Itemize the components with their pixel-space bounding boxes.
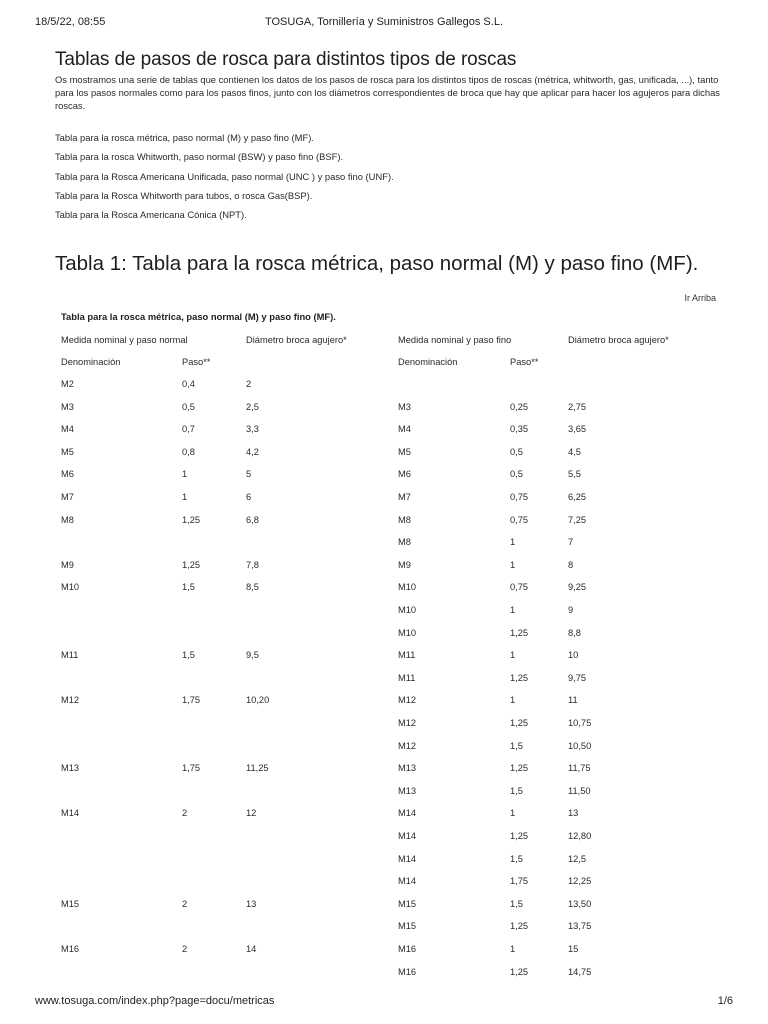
denominacion-fine-cell: M6	[398, 469, 411, 480]
paso-normal-cell: 1,25	[182, 559, 201, 570]
paso-normal-cell: 0,8	[182, 446, 195, 457]
paso-normal-cell: 1	[182, 469, 188, 480]
denominacion-normal-cell: M13	[61, 763, 80, 774]
denominacion-normal-cell: M4	[61, 424, 74, 435]
paso-fine-cell: 1,75	[510, 876, 529, 887]
broca-fine-cell: 10,50	[568, 740, 592, 751]
broca-fine-cell: 11,50	[568, 785, 591, 796]
broca-normal-cell: 7,8	[246, 559, 259, 570]
broca-normal-cell: 5	[246, 469, 252, 480]
broca-fine-cell: 2,75	[568, 401, 587, 412]
denominacion-fine-cell: M11	[398, 672, 416, 683]
denominacion-fine-cell: M14	[398, 808, 417, 819]
paso-fine-cell: 1,25	[510, 763, 529, 774]
paso-normal-cell: 0,5	[182, 401, 195, 412]
sub-header-paso-normal: Paso**	[182, 357, 211, 367]
broca-fine-cell: 13	[568, 808, 579, 819]
denominacion-normal-cell: M14	[61, 808, 80, 819]
sub-header-denominacion-fine: Denominación	[398, 357, 458, 367]
paso-fine-cell: 0,35	[510, 424, 529, 435]
section-title: Tabla 1: Tabla para la rosca métrica, paso normal (M) y paso fino (MF).	[55, 252, 699, 275]
denominacion-fine-cell: M14	[398, 876, 417, 887]
paso-fine-cell: 0,5	[510, 446, 523, 457]
denominacion-fine-cell: M4	[398, 424, 411, 435]
broca-fine-cell: 11	[568, 695, 578, 706]
broca-fine-cell: 10	[568, 650, 579, 661]
denominacion-normal-cell: M7	[61, 492, 74, 502]
broca-fine-cell: 12,80	[568, 831, 592, 841]
print-header-title: TOSUGA, Tornillería y Suministros Gallegos S.L.	[264, 16, 503, 28]
link-npt-table[interactable]: Tabla para la Rosca Americana Cónica (NPT).	[55, 209, 247, 221]
broca-normal-cell: 11,25	[246, 763, 269, 774]
broca-normal-cell: 10,20	[246, 695, 270, 706]
link-metric-table[interactable]: Tabla para la rosca métrica, paso normal (M) y paso fino (MF).	[55, 132, 314, 143]
paso-fine-cell: 1	[510, 559, 516, 570]
paso-normal-cell: 1,5	[182, 582, 195, 593]
denominacion-normal-cell: M16	[61, 944, 80, 954]
paso-fine-cell: 1,25	[510, 831, 529, 841]
paso-normal-cell: 1,25	[182, 514, 201, 525]
link-gas-table[interactable]: Tabla para la Rosca Whitworth para tubos, o rosca Gas(BSP).	[55, 189, 313, 201]
intro-paragraph: Os mostramos una serie de tablas que contienen los datos de los pasos de rosca para los distintos tipos de roscas (métrica, whitworth, gas, unificada, ...), tanto para los pasos normales como para los pasos finos, junto con los diámetros correspondientes de broca que hay que aplicar para hacer los agujeros para dichas roscas.	[55, 74, 720, 111]
broca-normal-cell: 2,5	[246, 401, 259, 412]
broca-normal-cell: 4,2	[246, 446, 259, 457]
denominacion-normal-cell: M3	[61, 401, 74, 412]
broca-normal-cell: 8,5	[246, 582, 259, 593]
table-links-list	[55, 131, 394, 227]
print-header-datetime: 18/5/22, 08:55	[35, 16, 106, 28]
broca-normal-cell: 14	[246, 944, 257, 954]
paso-normal-cell: 2	[182, 898, 188, 909]
denominacion-normal-cell: M11	[61, 650, 79, 661]
denominacion-normal-cell: M8	[61, 514, 74, 525]
page-title: Tablas de pasos de rosca para distintos tipos de roscas	[55, 49, 517, 70]
ir-arriba-link[interactable]: Ir Arriba	[684, 293, 716, 303]
broca-fine-cell: 6,25	[568, 492, 587, 502]
paso-normal-cell: 0,4	[182, 379, 195, 389]
denominacion-fine-cell: M7	[398, 492, 411, 502]
denominacion-normal-cell: M15	[61, 898, 80, 909]
denominacion-normal-cell: M9	[61, 559, 74, 570]
broca-normal-cell: 13	[246, 898, 257, 909]
paso-fine-cell: 1,25	[510, 718, 529, 728]
paso-fine-cell: 0,75	[510, 582, 529, 593]
paso-fine-cell: 1,25	[510, 966, 529, 977]
paso-fine-cell: 1,25	[510, 627, 529, 638]
broca-normal-cell: 9,5	[246, 650, 259, 661]
denominacion-normal-cell: M6	[61, 469, 74, 480]
link-whitworth-table[interactable]: Tabla para la rosca Whitworth, paso normal (BSW) y paso fino (BSF).	[55, 151, 344, 163]
paso-fine-cell: 1	[510, 808, 516, 819]
denominacion-fine-cell: M12	[398, 740, 417, 751]
paso-fine-cell: 1	[510, 944, 516, 954]
denominacion-normal-cell: M5	[61, 446, 74, 457]
paso-fine-cell: 1,5	[510, 853, 523, 864]
denominacion-fine-cell: M13	[398, 763, 417, 774]
paso-fine-cell: 0,75	[510, 514, 529, 525]
broca-fine-cell: 10,75	[568, 718, 592, 728]
paso-fine-cell: 0,5	[510, 469, 523, 480]
broca-fine-cell: 7	[568, 537, 574, 548]
broca-fine-cell: 14,75	[568, 966, 592, 977]
broca-fine-cell: 9	[568, 605, 574, 615]
denominacion-fine-cell: M12	[398, 695, 417, 706]
footer-page-number: 1/6	[717, 995, 733, 1007]
paso-normal-cell: 1	[182, 492, 188, 502]
paso-fine-cell: 1	[510, 695, 516, 706]
broca-fine-cell: 9,25	[568, 582, 587, 593]
denominacion-fine-cell: M9	[398, 559, 411, 570]
broca-normal-cell: 6	[246, 492, 252, 502]
broca-fine-cell: 9,75	[568, 672, 587, 683]
denominacion-fine-cell: M3	[398, 401, 411, 412]
denominacion-fine-cell: M8	[398, 514, 411, 525]
denominacion-normal-cell: M10	[61, 582, 80, 593]
denominacion-fine-cell: M15	[398, 898, 417, 909]
paso-fine-cell: 1,25	[510, 921, 529, 932]
broca-normal-cell: 2	[246, 379, 252, 389]
broca-fine-cell: 13,50	[568, 898, 592, 909]
sub-header-denominacion-normal: Denominación	[61, 357, 121, 367]
table-caption: Tabla para la rosca métrica, paso normal (M) y paso fino (MF).	[61, 311, 336, 322]
denominacion-fine-cell: M14	[398, 831, 417, 841]
denominacion-normal-cell: M2	[61, 379, 74, 389]
paso-fine-cell: 1,5	[510, 785, 523, 796]
denominacion-fine-cell: M11	[398, 650, 416, 661]
paso-normal-cell: 1,5	[182, 650, 195, 661]
broca-fine-cell: 5,5	[568, 469, 581, 480]
broca-fine-cell: 3,65	[568, 424, 587, 435]
link-unified-table[interactable]: Tabla para la Rosca Americana Unificada, paso normal (UNC ) y paso fino (UNF).	[55, 170, 394, 182]
paso-fine-cell: 0,75	[510, 492, 529, 502]
denominacion-fine-cell: M8	[398, 537, 411, 548]
broca-normal-cell: 6,8	[246, 514, 259, 525]
denominacion-fine-cell: M5	[398, 446, 411, 457]
denominacion-fine-cell: M10	[398, 605, 417, 615]
paso-normal-cell: 1,75	[182, 763, 201, 774]
broca-fine-cell: 13,75	[568, 921, 592, 932]
denominacion-fine-cell: M16	[398, 944, 417, 954]
group-header-fine: Medida nominal y paso fino	[398, 335, 512, 345]
paso-fine-cell: 1,25	[510, 672, 529, 683]
denominacion-normal-cell: M12	[61, 695, 80, 706]
paso-normal-cell: 1,75	[182, 695, 201, 706]
broca-fine-cell: 15	[568, 944, 579, 954]
paso-normal-cell: 0,7	[182, 424, 195, 435]
footer-url: www.tosuga.com/index.php?page=docu/metricas	[35, 995, 275, 1007]
group-header-normal: Medida nominal y paso normal	[61, 335, 188, 345]
broca-fine-cell: 7,25	[568, 514, 587, 525]
broca-normal-cell: 3,3	[246, 424, 259, 435]
denominacion-fine-cell: M10	[398, 582, 417, 593]
broca-fine-cell: 4,5	[568, 446, 581, 457]
paso-fine-cell: 1,5	[510, 740, 523, 751]
group-header-drill-fine: Diámetro broca agujero*	[568, 335, 669, 345]
group-header-drill-normal: Diámetro broca agujero*	[246, 335, 347, 345]
denominacion-fine-cell: M16	[398, 966, 417, 977]
denominacion-fine-cell: M10	[398, 627, 417, 638]
paso-fine-cell: 1	[510, 537, 516, 548]
broca-normal-cell: 12	[246, 808, 257, 819]
paso-fine-cell: 1,5	[510, 898, 523, 909]
broca-fine-cell: 11,75	[568, 763, 591, 774]
paso-normal-cell: 2	[182, 944, 188, 954]
broca-fine-cell: 12,5	[568, 853, 587, 864]
broca-fine-cell: 8	[568, 559, 574, 570]
paso-fine-cell: 1	[510, 650, 516, 661]
paso-normal-cell: 2	[182, 808, 188, 819]
sub-header-paso-fine: Paso**	[510, 357, 539, 367]
denominacion-fine-cell: M12	[398, 718, 417, 728]
broca-fine-cell: 8,8	[568, 627, 581, 638]
broca-fine-cell: 12,25	[568, 876, 592, 887]
denominacion-fine-cell: M13	[398, 785, 417, 796]
paso-fine-cell: 1	[510, 605, 516, 615]
denominacion-fine-cell: M15	[398, 921, 417, 932]
paso-fine-cell: 0,25	[510, 401, 529, 412]
denominacion-fine-cell: M14	[398, 853, 417, 864]
